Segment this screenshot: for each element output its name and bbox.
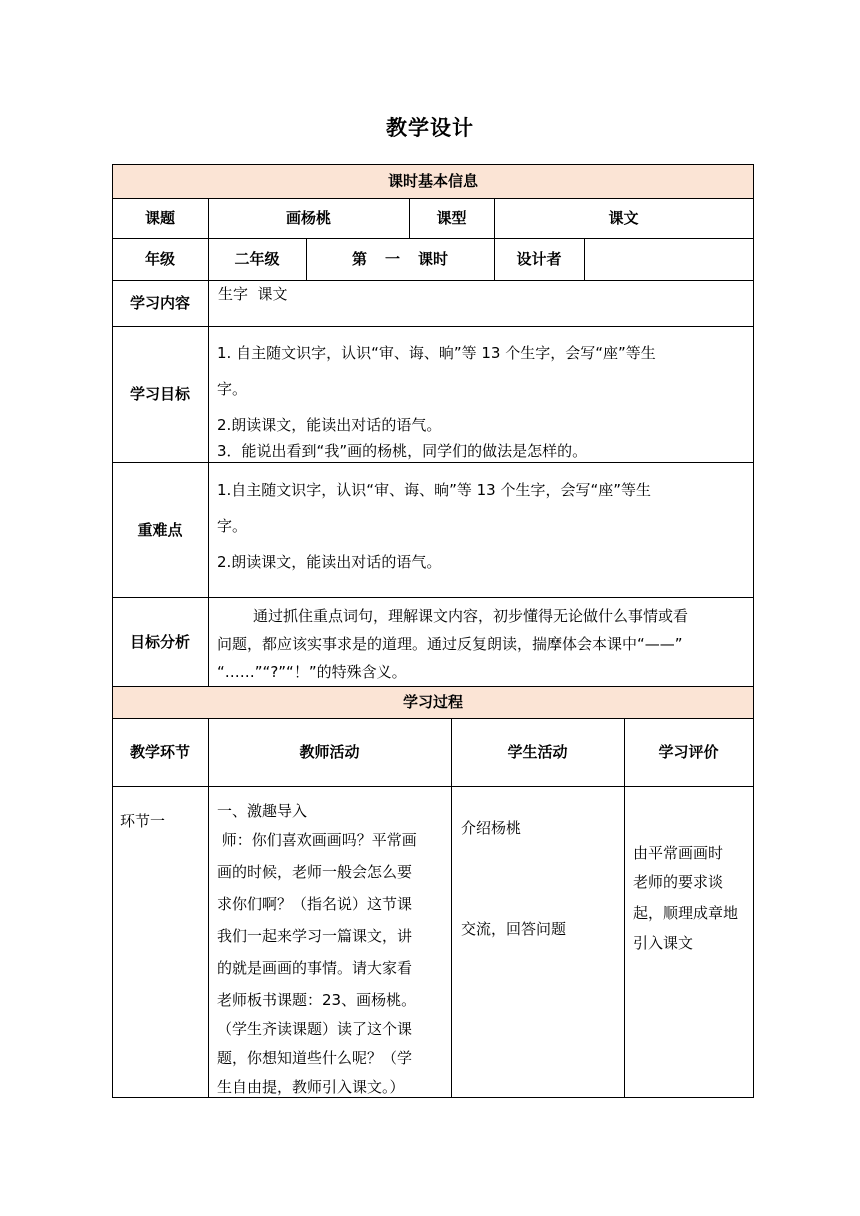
key-point-line: 1.自主随文识字，认识“审、诲、晌”等 13 个生字，会写“座”等生 — [217, 481, 652, 499]
designer-label: 设计者 — [516, 250, 562, 268]
content-value: 生字 课文 — [218, 285, 288, 303]
key-points-label: 重难点 — [137, 520, 183, 539]
topic-label: 课题 — [144, 209, 175, 227]
teacher-line: 我们一起来学习一篇课文，讲 — [217, 927, 413, 945]
teacher-line: 题，你想知道些什么呢？（学 — [217, 1049, 413, 1067]
evaluation-line: 起，顺理成章地 — [633, 904, 739, 922]
lesson-prefix: 第 — [351, 250, 367, 268]
evaluation-line: 由平常画画时 — [633, 844, 724, 862]
teacher-line: （学生齐读课题）读了这个课 — [217, 1020, 413, 1038]
teacher-line: 画的时候，老师一般会怎么要 — [217, 863, 413, 881]
teacher-line: 老师板书课题：23、画杨桃。 — [217, 991, 417, 1009]
basic-info-header: 课时基本信息 — [112, 164, 754, 198]
col-student: 学生活动 — [507, 743, 568, 761]
lesson-count — [306, 238, 494, 280]
analysis-line: 通过抓住重点词句，理解课文内容，初步懂得无论做什么事情或看 — [253, 607, 689, 625]
analysis-line: 问题，都应该实事求是的道理。通过反复朗读，揣摩体会本课中“——” — [217, 635, 683, 653]
col-evaluation: 学习评价 — [658, 743, 719, 761]
goal-line: 1. 自主随文识字，认识“审、诲、晌”等 13 个生字，会写“座”等生 — [217, 344, 656, 362]
analysis-label: 目标分析 — [129, 632, 190, 651]
key-point-line: 字。 — [217, 517, 248, 535]
teacher-line: 一、激趣导入 — [217, 802, 308, 820]
student-line: 介绍杨桃 — [461, 819, 522, 837]
stage-name: 环节一 — [120, 812, 166, 830]
teacher-line: 的就是画画的事情。请大家看 — [217, 959, 413, 977]
process-header: 学习过程 — [112, 686, 754, 718]
type-label: 课型 — [436, 209, 467, 227]
student-line: 交流，回答问题 — [461, 920, 567, 938]
col-stage: 教学环节 — [129, 743, 190, 761]
teacher-line: 师：你们喜欢画画吗？平常画 — [217, 831, 417, 849]
teacher-line: 生自由提，教师引入课文。） — [217, 1078, 405, 1096]
evaluation-line: 老师的要求谈 — [633, 873, 724, 891]
goal-line: 字。 — [217, 380, 248, 398]
goal-line: 3．能说出看到“我”画的杨桃，同学们的做法是怎样的。 — [217, 442, 588, 460]
type-value: 课文 — [608, 209, 639, 227]
grade-value: 二年级 — [234, 250, 280, 268]
grade-label: 年级 — [144, 250, 175, 268]
teacher-line: 求你们啊？（指名说）这节课 — [217, 895, 413, 913]
goal-line: 2.朗读课文，能读出对话的语气。 — [217, 416, 442, 434]
evaluation-line: 引入课文 — [633, 934, 694, 952]
key-point-line: 2.朗读课文，能读出对话的语气。 — [217, 553, 442, 571]
designer-value — [584, 238, 753, 280]
lesson-number: 一 — [384, 250, 400, 268]
page-title: 教学设计 — [386, 116, 474, 140]
analysis-line: “……”“?”“！”的特殊含义。 — [217, 663, 407, 681]
col-teacher: 教师活动 — [299, 743, 360, 761]
content-label: 学习内容 — [129, 294, 190, 312]
lesson-suffix: 课时 — [418, 250, 449, 268]
topic-value: 画杨桃 — [285, 209, 331, 227]
goals-label: 学习目标 — [129, 385, 190, 403]
